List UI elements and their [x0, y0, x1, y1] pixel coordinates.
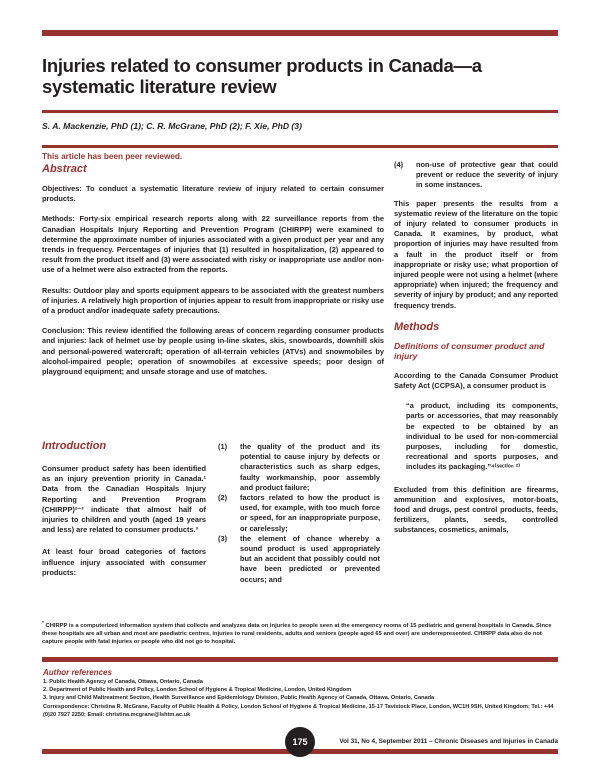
methods-text: Forty-six empirical research reports along with 22 surveillance reports from the Canadian Hospitals Injury Reporting and Prevention Program (CHIRPP) were examined to determine the approximate number of injuries associated with a given product per year and any trends in frequency. Percentages of injuries that (1) resulted in hospitalization, (2) appeared to result from the product itself and (3) were associated with risky or inappropriate use and/or non-use of a helmet were also extracted from the reports.	[42, 214, 384, 275]
ccpsa-para: According to the Canada Consumer Product Safety Act (CCPSA), a consumer product is	[394, 370, 558, 391]
abstract-conclusion	[42, 326, 384, 377]
objectives-label: Objectives:	[42, 184, 82, 193]
introduction-heading: Introduction	[42, 440, 107, 452]
ccpsa-quote: “a product, including its components, parts or accessories, that may reasonably be expected to be obtained by an individual to be used for non-commercial purposes, including for domestic, recreational and sports purposes, and includes its packaging.”⁴⁽ˢᵉᶜᵗⁱᵒⁿ ²⁾	[406, 401, 558, 472]
factor-number: (4)	[394, 160, 404, 169]
factor-text: the quality of the product and its potential to cause injury by defects or characteristics such as sharp edges, faulty workmanship, poor assembly and product failure;	[240, 442, 380, 492]
methods-heading: Methods	[394, 320, 440, 333]
factor-text: non-use of protective gear that could prevent or reduce the severity of injury in some instances.	[416, 160, 558, 190]
journal-citation: Vol 31, No 4, September 2011 – Chronic Diseases and Injuries in Canada	[339, 738, 558, 745]
chirpp-footnote	[42, 620, 558, 646]
methods-label: Methods:	[42, 214, 75, 224]
peer-review-note: This article has been peer reviewed.	[42, 152, 183, 161]
authors-rule	[42, 145, 558, 148]
paper-overview-para: This paper presents the results from a systematic review of the literature on the topic of injury related to consumer products in Canada. It examines, by product, what proportion of injuries may have resulted from a fault in the product itself or from inappropriate or risky use; what proportion of injured people were not using a helmet (where appropriate) when injured; the frequency and severity of injury by product; and any reported frequency trends.	[394, 198, 558, 310]
right-column	[394, 160, 558, 536]
affiliation-line: 3. Injury and Child Maltreatment Section, Health Surveillance and Epidemiology Division, Public Health Agency of Canada, Ottawa, Ontario, Canada	[43, 694, 435, 701]
results-text: Outdoor play and sports equipment appears to be associated with the greatest numbers of injuries. A relatively high proportion of injuries appear to result from inappropriate or risky use of a product and/or inadequate safety precautions.	[42, 285, 384, 316]
objectives-text: To conduct a systematic literature review of injury related to certain consumer products.	[42, 184, 384, 204]
factor-item-3	[218, 534, 380, 585]
abstract-heading: Abstract	[42, 163, 87, 175]
factor-text: the element of chance whereby a sound product is used appropriately but an accident that possibly could not have been predicted or prevented occurs; and	[240, 533, 380, 584]
factor-number: (3)	[218, 533, 228, 543]
conclusion-text: This review identified the following areas of concern regarding consumer products and injuries: lack of helmet use by people using in-line skates, skis, snowboards, downhill skis and personal-powered watercraft; operation of all-terrain vehicles (ATVs) and snowmobiles by alcohol-impaired people; operation of snowmobiles at excessive speeds; poor design of playground equipment; and unsafe storage and use of matches.	[42, 326, 384, 377]
factor-item-4	[394, 160, 558, 191]
introduction-section	[42, 440, 206, 578]
affiliation-line: 1. Public Health Agency of Canada, Ottawa, Ontario, Canada	[43, 679, 203, 685]
introduction-para-2: At least four broad categories of factors influence injury associated with consumer products:	[42, 547, 206, 577]
factor-text: factors related to how the product is used, for example, with too much force or speed, for an inappropriate purpose, or carelessly;	[240, 493, 380, 533]
factor-item-2	[218, 493, 380, 534]
article-title: Injuries related to consumer products in Canada—a systematic literature review	[42, 55, 482, 97]
footnote-marker: *	[42, 621, 44, 626]
definitions-heading: Definitions of consumer product and injury	[394, 340, 545, 361]
factor-item-1	[218, 442, 380, 493]
affiliation-line: 2. Department of Public Health and Policy, London School of Hygiene & Tropical Medicine, London, United Kingdom	[43, 686, 352, 693]
author-references	[43, 679, 559, 720]
abstract-results	[42, 286, 384, 317]
abstract-methods	[42, 214, 384, 275]
footnote-text: CHIRPP is a computerized information system that collects and analyzes data on injuries to people seen at the emergency rooms of 15 pediatric and general hospitals in Canada. Since these hospitals are all urban and most are paediatric centres, injuries to rural residents, adults and seniors (people aged 65 and over) are underrepresented. CHIRPP data also do not capture people with fatal injuries or people who did not go to hospital.	[42, 622, 552, 645]
correspondence: Correspondence: Christina R. McGrane, Faculty of Public Health & Policy, London School of Hygiene & Tropical Medicine, 15-17 Tavistock Place, London, WC1H 9SH, United Kingdom; Tel.: +44 (0)20 7927 2250; Email: christina.mcgrane@lshtm.ac.uk	[43, 704, 554, 719]
abstract-section	[42, 163, 384, 377]
top-rule	[42, 30, 558, 36]
affiliations-rule	[42, 657, 558, 662]
exclusions-para: Excluded from this definition are firearms, ammunition and explosives, motor-boats, food and drugs, pest control products, feeds, fertilizers, plants, seeds, controlled substances, cosmetics, animals,	[394, 484, 558, 535]
factors-list	[218, 442, 380, 585]
page-number: 175	[285, 727, 315, 757]
title-rule	[42, 110, 558, 113]
abstract-objectives	[42, 184, 384, 204]
results-label: Results:	[42, 285, 72, 295]
author-list: S. A. Mackenzie, PhD (1); C. R. McGrane, PhD (2); F. Xie, PhD (3)	[42, 121, 302, 131]
factor-number: (1)	[218, 442, 228, 451]
factor-number: (2)	[218, 493, 228, 503]
introduction-para-1: Consumer product safety has been identified as an injury prevention priority in Canada.¹ Data from the Canadian Hospitals Injury Reporting and Prevention Program (CHIRPP)²⁻³ indicate that almost half of injuries to children and youth (aged 19 years and less) are related to consumer products.³	[42, 464, 206, 535]
conclusion-label: Conclusion:	[42, 326, 85, 336]
author-references-heading: Author references	[43, 668, 112, 677]
